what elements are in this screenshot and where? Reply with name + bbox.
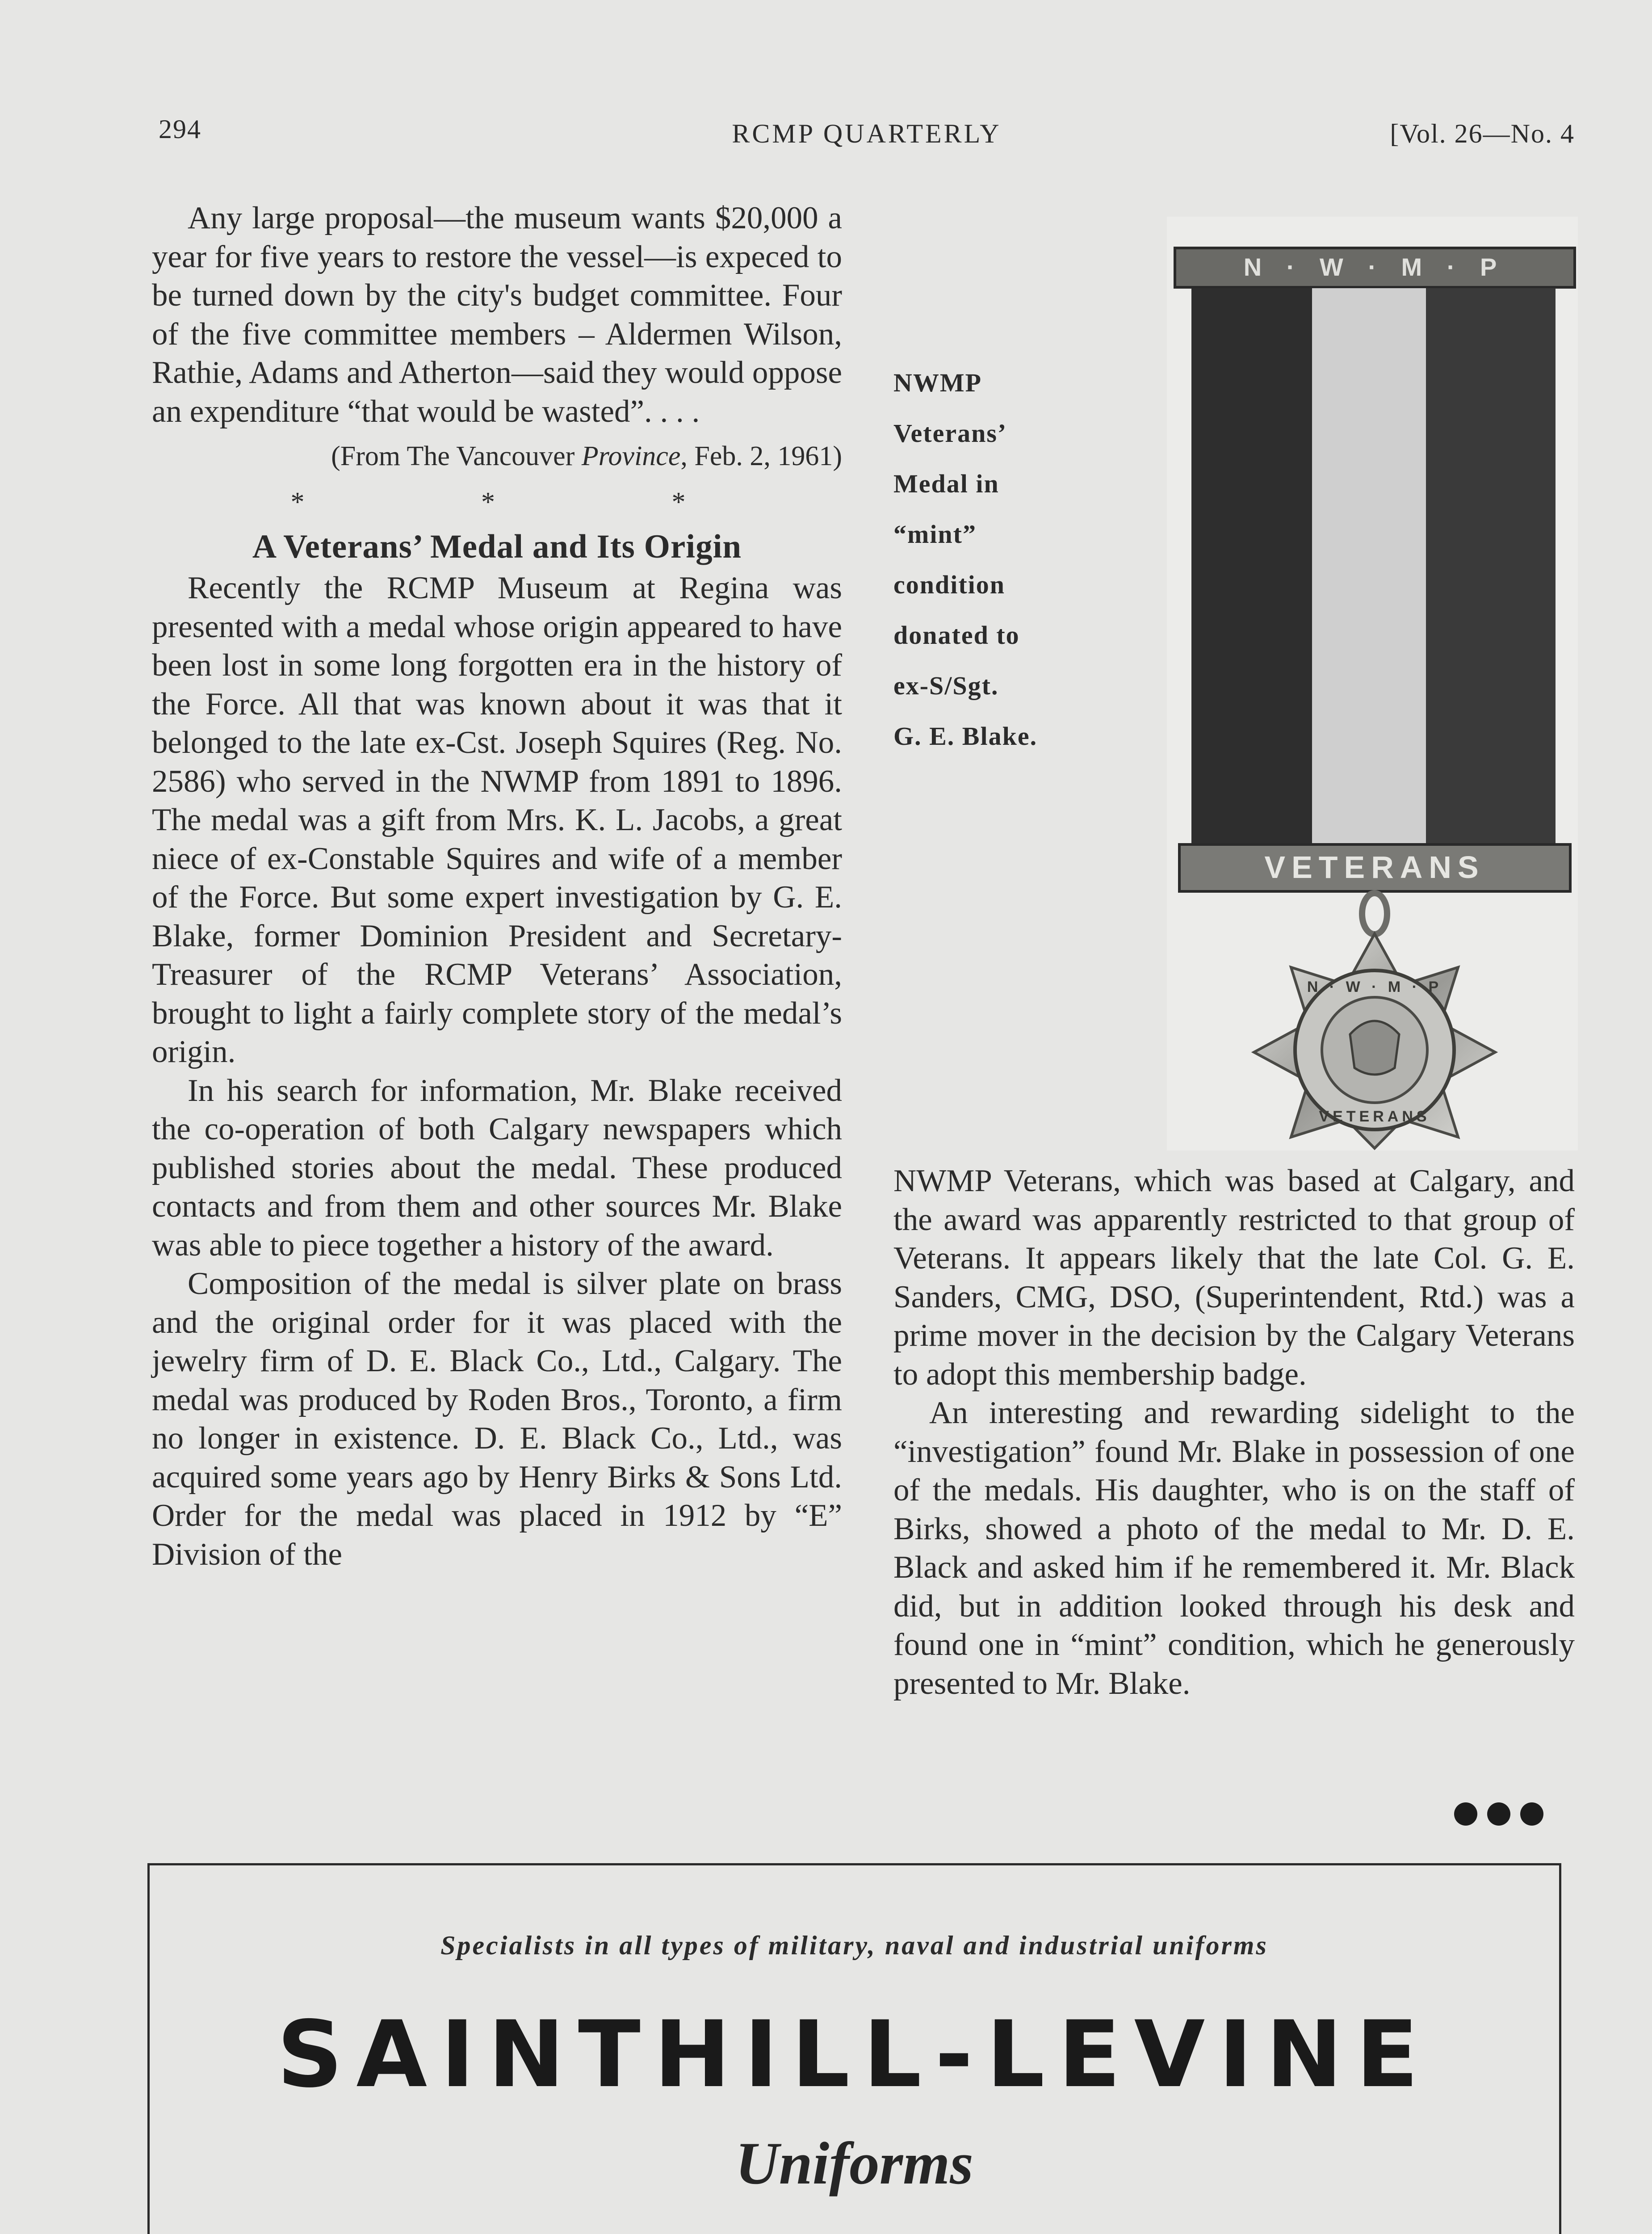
ribbon-stripe-right (1426, 288, 1556, 844)
source-publication: Province (581, 441, 681, 471)
caption-line: G. E. Blake. (893, 722, 1038, 751)
body-paragraph: An interesting and rewarding sidelight to the “investigation” found Mr. Blake in possession of one of the medals. His daughter, who is on the staff of Birks, showed a photo of the medal to Mr. D. E. Black and asked him if he remembered it. Mr. Black did, but in addition looked through his desk and found one in “mint” condition, which he generously presented to Mr. Blake. (893, 1395, 1575, 1701)
source-prefix: (From The Vancouver (331, 441, 582, 471)
advertisement-box (147, 1863, 1561, 2234)
medal-photo (1167, 217, 1578, 1151)
ribbon-stripe-center (1312, 288, 1426, 844)
right-column (893, 1162, 1575, 1703)
caption-line: NWMP (893, 368, 982, 397)
section-break: * * * (290, 487, 771, 517)
ring-top-text: N · W · M · P (1307, 978, 1442, 995)
caption-line: condition (893, 570, 1006, 599)
medal-illustration (1167, 217, 1578, 1151)
source-suffix: , Feb. 2, 1961) (680, 441, 842, 471)
section-heading: A Veterans’ Medal and Its Origin (252, 528, 742, 565)
page-number: 294 (159, 114, 201, 144)
end-dot (1520, 1802, 1543, 1826)
ad-tagline: Specialists in all types of military, naval and industrial uniforms (440, 1931, 1268, 1960)
clasp-text: N · W · M · P (1243, 253, 1506, 281)
caption-line: “mint” (893, 520, 977, 549)
left-column (152, 199, 842, 1574)
caption-line: Veterans’ (893, 419, 1007, 448)
ribbon-stripe-left (1191, 288, 1312, 844)
caption-line: Medal in (893, 469, 999, 498)
end-of-article-mark (1454, 1796, 1561, 1832)
ad-product: Uniforms (735, 2130, 973, 2197)
ad-company-name: SAINTHILL-LEVINE (277, 2002, 1432, 2108)
end-dot (1454, 1802, 1477, 1826)
end-dot (1487, 1802, 1510, 1826)
body-paragraph: In his search for information, Mr. Blake received the co-operation of both Calgary newspapers which published stories about the medal. These produced contacts and from them and other sources Mr. Blake was able to piece together a history of the award. (152, 1073, 842, 1263)
page-header (159, 114, 1575, 163)
caption-line: donated to (893, 621, 1020, 650)
intro-paragraph: Any large proposal—the museum wants $20,000 a year for five years to restore the vessel—is expeced to be turned down by the city's budget committee. Four of the five committee members – Aldermen Wilson, Rathie, Adams and Atherton—said they would oppose an expenditure “that would be wasted”. . . . (152, 201, 842, 429)
ring-bottom-text: VETERANS (1319, 1108, 1430, 1125)
suspension-ring (1362, 893, 1387, 934)
body-paragraph: NWMP Veterans, which was based at Calgary, and the award was apparently restricted to that group of Veterans. It appears likely that the late Col. G. E. Sanders, CMG, DSO, (Superintendent, Rtd.) was a prime mover in the decision by the Calgary Veterans to adopt this membership badge. (893, 1163, 1575, 1392)
issue-info: [Vol. 26—No. 4 (1390, 119, 1575, 148)
photo-caption (893, 357, 1170, 761)
body-paragraph: Recently the RCMP Museum at Regina was presented with a medal whose origin appeared to have been lost in some long forgotten era in the history of the Force. All that was known about it was that it belonged to the late ex-Cst. Joseph Squires (Reg. No. 2586) who served in the NWMP from 1891 to 1896. The medal was a gift from Mrs. K. L. Jacobs, a great niece of ex-Constable Squires and wife of a member of the Force. But some expert investigation by G. E. Blake, former Dominion President and Secretary-Treasurer of the RCMP Veterans’ Association, brought to light a fairly complete story of the medal’s origin. (152, 571, 842, 1069)
veterans-bar-text: VETERANS (1264, 850, 1485, 885)
caption-line: ex-S/Sgt. (893, 671, 999, 700)
source-citation (152, 437, 842, 476)
running-title: RCMP QUARTERLY (732, 119, 1002, 148)
medal-crest (1350, 1021, 1399, 1075)
body-paragraph: Composition of the medal is silver plate on brass and the original order for it was placed with the jewelry firm of D. E. Black Co., Ltd., Calgary. The medal was produced by Roden Bros., Toronto, a firm no longer in existence. D. E. Black Co., Ltd., was acquired some years ago by Henry Birks & Sons Ltd. Order for the medal was placed in 1912 by “E” Division of the (152, 1266, 842, 1572)
